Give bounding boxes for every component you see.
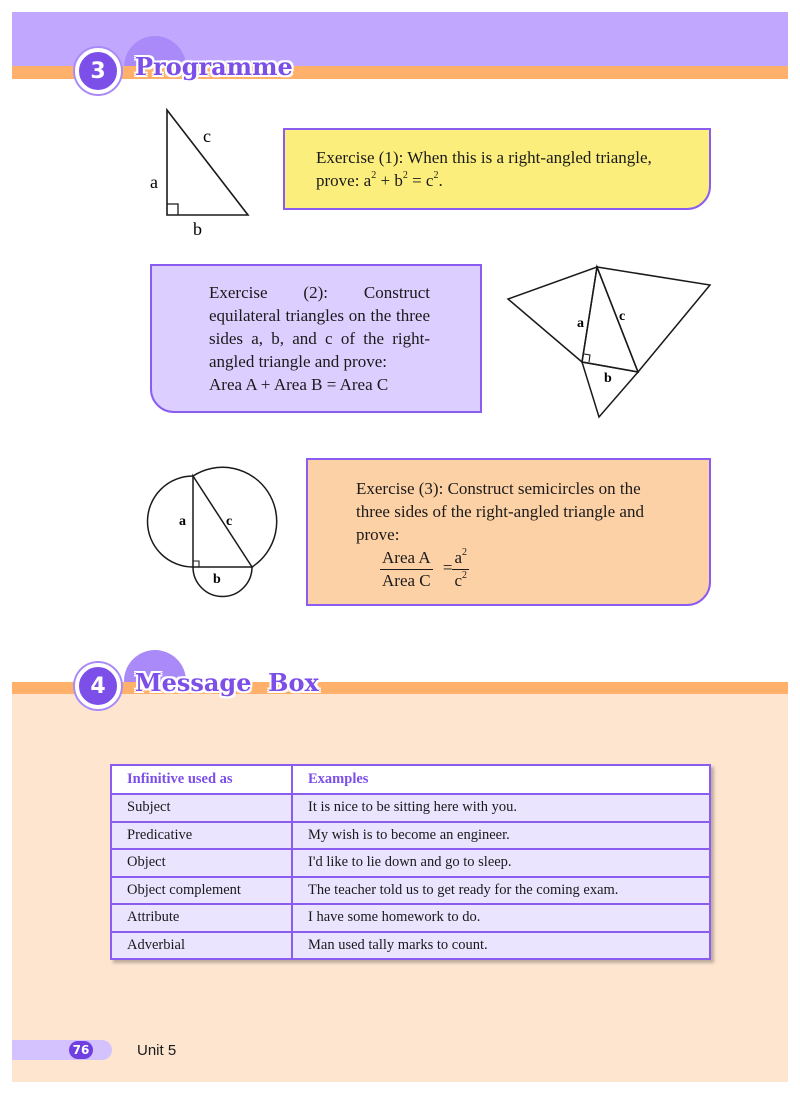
fraction-numerator: Area A (380, 547, 433, 570)
table-row (111, 849, 710, 877)
fraction-numerator: a (454, 548, 463, 567)
usage-cell: Subject (111, 794, 292, 822)
infinitive-usage-table (110, 764, 711, 960)
exponent: 2 (402, 170, 408, 181)
fraction-area (380, 547, 433, 592)
side-c-label: c (203, 126, 211, 146)
page-number: 76 (69, 1041, 93, 1059)
exponent: 2 (462, 570, 468, 581)
exercise-1-text-equals: = c (407, 171, 434, 190)
table-row (111, 822, 710, 850)
exercise-3-equation (380, 547, 671, 592)
exponent: 2 (371, 170, 377, 181)
side-c-label: c (226, 514, 233, 529)
example-cell: The teacher told us to get ready for the coming exam. (292, 877, 710, 905)
example-cell: My wish is to become an engineer. (292, 822, 710, 850)
exponent: 2 (462, 547, 468, 558)
fraction-sides (452, 547, 469, 592)
side-a-label: a (577, 316, 584, 331)
table-row (111, 904, 710, 932)
equals-sign: = (442, 558, 453, 578)
section-number-badge: 4 (75, 663, 121, 709)
semicircles-figure (140, 462, 285, 604)
side-a-label: a (150, 172, 158, 192)
fraction-denominator: c (454, 571, 463, 590)
side-b-label: b (604, 371, 612, 386)
example-cell: Man used tally marks to count. (292, 932, 710, 960)
column-header: Infinitive used as (111, 765, 292, 794)
exponent: 2 (433, 170, 439, 181)
footer-bar (12, 1040, 112, 1060)
exercise-3-box (306, 458, 711, 606)
unit-label: Unit 5 (137, 1042, 177, 1059)
table-row (111, 932, 710, 960)
table-header-row (111, 765, 710, 794)
example-cell: It is nice to be sitting here with you. (292, 794, 710, 822)
exercise-1-text: Exercise (1): When this is a right-angled triangle, prove: a (316, 148, 652, 190)
column-header: Examples (292, 765, 710, 794)
section-stripe (12, 682, 788, 694)
example-cell: I have some homework to do. (292, 904, 710, 932)
usage-cell: Object complement (111, 877, 292, 905)
exercise-2-box (150, 264, 482, 413)
exercise-1-period: . (438, 171, 443, 190)
fraction-denominator: Area C (382, 571, 431, 590)
table-row (111, 877, 710, 905)
side-b-label: b (193, 219, 202, 239)
section-title: Programme (135, 52, 293, 81)
header-stripe (12, 66, 788, 79)
section-number-badge: 3 (75, 48, 121, 94)
exercise-1-text-plus: + b (376, 171, 403, 190)
equilateral-triangles-figure (500, 258, 720, 423)
section-title: Message Box (135, 668, 319, 697)
side-c-label: c (619, 309, 626, 324)
exercise-1-box (283, 128, 711, 210)
right-triangle-figure (140, 100, 270, 245)
table-row (111, 794, 710, 822)
usage-cell: Attribute (111, 904, 292, 932)
exercise-2-equation: Area A + Area B = Area C (209, 375, 389, 394)
usage-cell: Object (111, 849, 292, 877)
exercise-3-text: Exercise (3): Construct semicircles on the three sides of the right-angled triangle and prove: (356, 479, 644, 544)
side-a-label: a (179, 514, 186, 529)
example-cell: I'd like to lie down and go to sleep. (292, 849, 710, 877)
usage-cell: Adverbial (111, 932, 292, 960)
side-b-label: b (213, 572, 221, 587)
usage-cell: Predicative (111, 822, 292, 850)
exercise-2-text: Exercise (2): Construct equilateral triangles on the three sides a, b, and c of the right-angled triangle and prove: (209, 283, 430, 371)
